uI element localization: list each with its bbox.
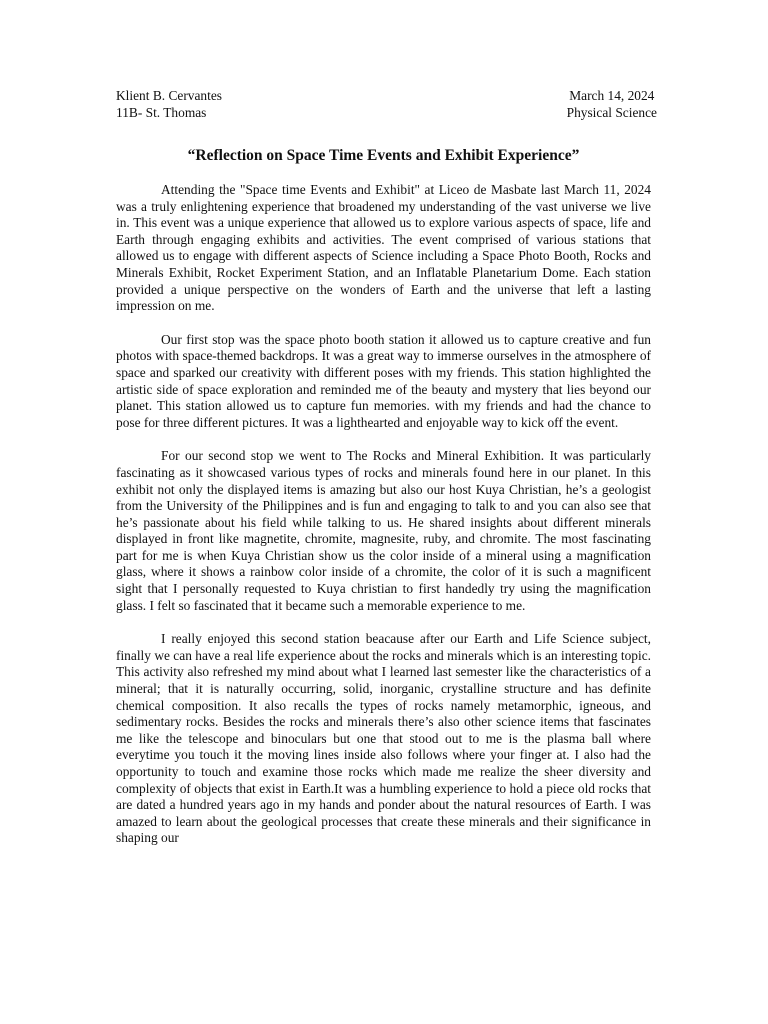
- paragraph-4: I really enjoyed this second station beacause after our Earth and Life Science subject, finally we can have a real life experience about the rocks and minerals which is an interesting topic. This activity also refreshed my mind about what I learned last semester like the characteristics of a mineral; that it is naturally occurring, solid, inorganic, crystalline structure and has definite chemical composition. It also recalls the types of rocks namely metamorphic, igneous, and sedimentary rocks. Besides the rocks and minerals there’s also other science items that fascinates me like the telescope and binoculars but one that stood out to me is the plasma ball where everytime you touch it the moving lines inside also follows where your finger at. I also had the opportunity to touch and examine those rocks which made me realize the sheer diversity and complexity of objects that exist in Earth.It was a humbling experience to hold a piece old rocks that are dated a hundred years ago in my hands and ponder about the natural resources of Earth. I was amazed to learn about the geological processes that create these minerals and their significance in shaping our: [116, 631, 651, 846]
- document-page: [116, 88, 657, 864]
- header-left: [116, 88, 222, 121]
- document-body: [116, 182, 651, 847]
- paragraph-3: For our second stop we went to The Rocks and Mineral Exhibition. It was particularly fascinating as it showcased various types of rocks and minerals found here in our planet. In this exhibit not only the displayed items is amazing but also our host Kuya Christian, he’s a geologist from the University of the Philippines and is fun and engaging to talk to and you can also see that he’s passionate about his field while talking to us. He shared insights about different minerals displayed in front like magnetite, chromite, magnesite, ruby, and chromite. The most fascinating part for me is when Kuya Christian show us the color inside of a mineral using a magnification glass, where it shows a rainbow color inside of a chromite, the color of it is such a magnificent sight that I personally requested to Kuya christian to first handedly try using the magnification glass. I felt so fascinated that it became such a memorable experience to me.: [116, 448, 651, 613]
- document-header: [116, 88, 657, 121]
- student-section: 11B- St. Thomas: [116, 104, 207, 120]
- header-right: [567, 88, 657, 121]
- paragraph-1: Attending the "Space time Events and Exhibit" at Liceo de Masbate last March 11, 2024 was a truly enlightening experience that broadened my understanding of the vast universe we live in. This event was a unique experience that allowed us to explore various aspects of space, life and Earth through engaging exhibits and activities. The event comprised of various stations that allowed us to engage with different aspects of Science including a Space Photo Booth, Rocks and Minerals Exhibit, Rocket Experiment Station, and an Inflatable Planetarium Dome. Each station provided a unique perspective on the wonders of Earth and the universe that left a lasting impression on me.: [116, 182, 651, 314]
- paragraph-2: Our first stop was the space photo booth station it allowed us to capture creative and fun photos with space-themed backdrops. It was a great way to immerse ourselves in the atmosphere of space and sparked our creativity with different poses with my friends. This station highlighted the artistic side of space exploration and reminded me of the beauty and mystery that lies beyond our planet. This station allowed us to capture fun memories. with my friends and had the chance to pose for three different pictures. It was a lighthearted and enjoyable way to kick off the event.: [116, 331, 651, 430]
- document-title: “Reflection on Space Time Events and Exhibit Experience”: [187, 147, 580, 164]
- subject-name: Physical Science: [566, 104, 657, 120]
- student-name: Klient B. Cervantes: [116, 88, 222, 103]
- document-date: March 14, 2024: [569, 88, 655, 103]
